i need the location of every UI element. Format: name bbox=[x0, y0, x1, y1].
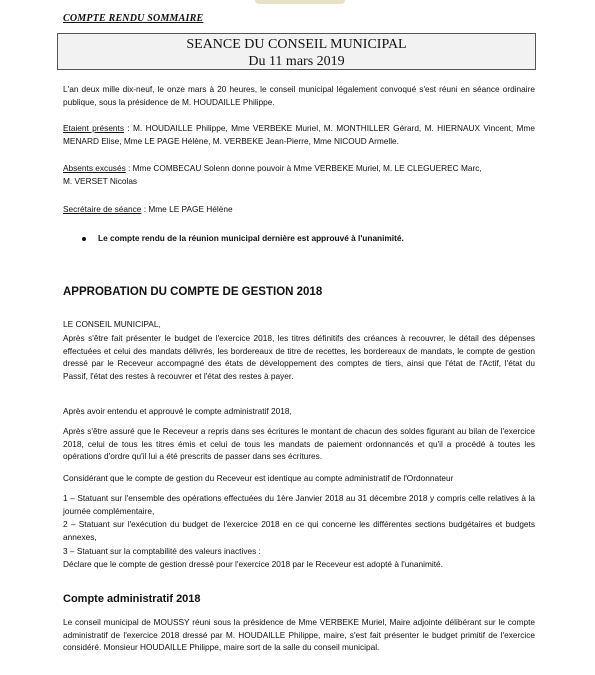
presents-text: : M. HOUDAILLE Philippe, Mme VERBEKE Muriel, M. MONTHILLER Gérard, M. HIERNAUX Vincent, Mme MENARD Elise, Mme LE PAGE Hélène, M. VERBEKE Jean-Pierre, Mme NICOUD Armelle. bbox=[63, 123, 535, 146]
presents-paragraph bbox=[63, 122, 535, 147]
s1-p8b: Déclare que le compte de gestion dressé pour l'exercice 2018 par le Receveur est adopté à l'unanimité. bbox=[63, 559, 443, 569]
s1-p8a: 3 – Statuant sur la comptabilité des valeurs inactives : bbox=[63, 546, 261, 556]
s1-p1: LE CONSEIL MUNICIPAL, bbox=[63, 319, 161, 329]
s1-p6: 1 – Statuant sur l'ensemble des opérations effectuées du 1ère Janvier 2018 au 31 décembre 2018 y compris celle relatives à la journée complémentaire, bbox=[63, 493, 535, 516]
section-heading-compte-administratif: Compte administratif 2018 bbox=[63, 593, 201, 605]
s1-p7: 2 – Statuant sur l'exécution du budget de l'exercice 2018 en ce qui concerne les différentes sections budgétaires et budgets annexes, bbox=[63, 519, 535, 542]
approval-bullet bbox=[82, 232, 542, 244]
s1-p2: Après s'être fait présenter le budget de l'exercice 2018, les titres définitifs des créances à recouvrer, le détail des dépenses effectuées et celui des mandats délivrés, les bordereaux de titre de recettes, les bordereaux de mandats, le compte de gestion dressé par le Receveur accompagné des états de développement des comptes de tiers, ainsi que l'état de l'Actif, l'état du Passif, l'état des restes à recouvrer et l'état des restes à payer. bbox=[63, 333, 535, 381]
s1-p4: Après s'être assuré que le Receveur a repris dans ses écritures le montant de chacun des soldes figurant au bilan de l'exercice 2018, celui de tous les titres émis et celui de tous les mandats de paiement ordonnancés et qu'il a procédé à toutes les opérations d'ordre qu'il lui a été prescrits de passer dans ses écritures. bbox=[63, 426, 535, 462]
meeting-date: Du 11 mars 2019 bbox=[248, 54, 345, 69]
bullet-icon bbox=[82, 237, 86, 241]
secretaire-label: Secrétaire de séance bbox=[63, 204, 142, 214]
page-title: SEANCE DU CONSEIL MUNICIPAL bbox=[186, 37, 407, 52]
absents-label: Absents excusés bbox=[63, 163, 126, 173]
document-label: COMPTE RENDU SOMMAIRE bbox=[63, 13, 204, 24]
intro-paragraph: L'an deux mille dix-neuf, le onze mars à 20 heures, le conseil municipal légalement convoqué s'est réuni en séance ordinaire publique, sous la présidence de M. HOUDAILLE Philippe. bbox=[63, 84, 535, 107]
approval-text: Le compte rendu de la réunion municipal dernière est approuvé à l'unanimité. bbox=[98, 233, 404, 243]
absents-text: : Mme COMBECAU Solenn donne pouvoir à Mme VERBEKE Muriel, M. LE CLEGUEREC Marc, M. VERSET Nicolas bbox=[63, 163, 482, 186]
secretaire-paragraph bbox=[63, 203, 535, 216]
s2-p1: Le conseil municipal de MOUSSY réuni sous la présidence de Mme VERBEKE Muriel, Maire adjointe délibérant sur le compte administratif de l'exercice 2018 dressé par M. HOUDAILLE Philippe, maire, s'est fait présenter le budget primitif de l'exercice considéré. Monsieur HOUDAILLE Philippe, maire sort de la salle du conseil municipal. bbox=[63, 617, 535, 653]
presents-label: Etaient présents bbox=[63, 123, 125, 133]
secretaire-text: : Mme LE PAGE Hélène bbox=[141, 204, 233, 214]
s1-p3: Après avoir entendu et approuvé le compte administratif 2018, bbox=[63, 406, 292, 416]
absents-paragraph bbox=[63, 162, 483, 187]
s1-p5: Considérant que le compte de gestion du Receveur est identique au compte administratif de l'Ordonnateur bbox=[63, 473, 454, 483]
section-heading-compte-gestion: APPROBATION DU COMPTE DE GESTION 2018 bbox=[63, 286, 323, 298]
header-decoration bbox=[255, 0, 345, 4]
title-box bbox=[57, 33, 536, 70]
